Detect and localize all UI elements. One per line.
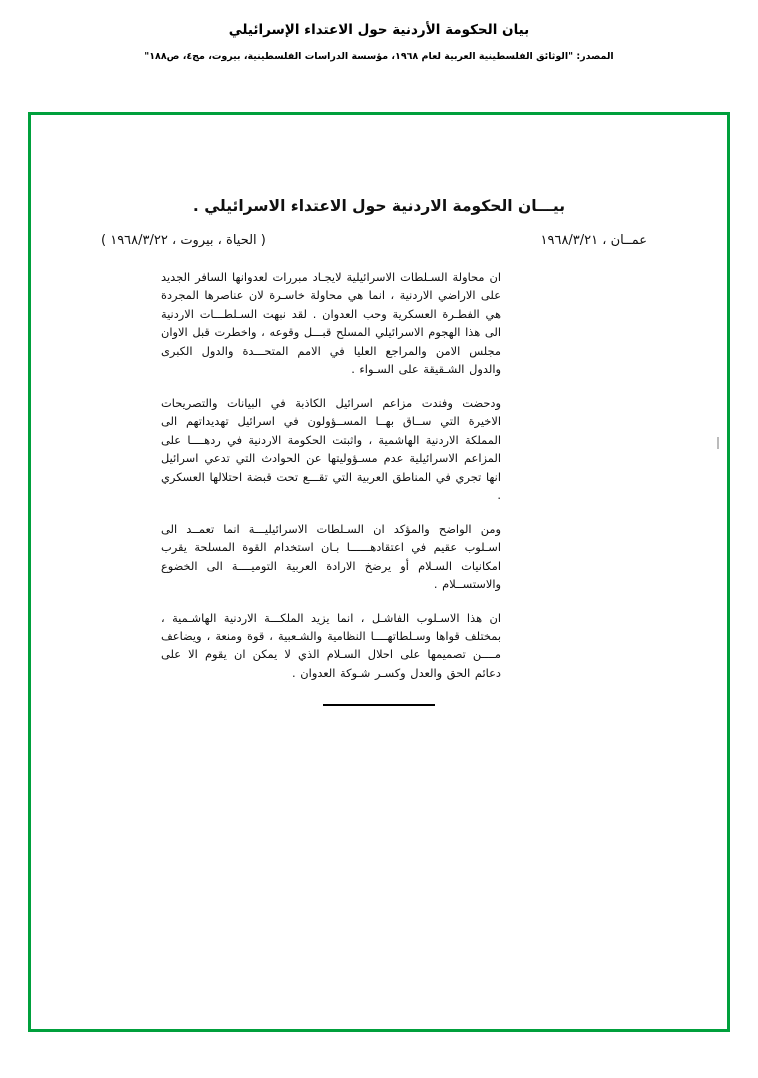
paragraph: ودحضت وفندت مزاعم اسرائيل الكاذبة في البيانات والتصريحات الاخيرة التي ســاق بهــا المســؤولون في اسرائيل تهديداتهم الى المملكة الاردنية الهاشمية ، واثبتت الحكومة الاردنية في ردهــــا على المزاعم الاسرائيلية عدم مسـؤوليتها عن الحوادث التي تدعي اسرائيل انها تجري في المناطق العربية التي تقـــع تحت قبضة احتلالها العسكري . (161, 395, 501, 503)
paragraph: ومن الواضح والمؤكد ان السـلطات الاسرائيليـــة انما تعمــد الى اسـلوب عقيم في اعتقادهــــــا بـان استخدام القوة المسلحة يقرب امكانيات السـلام أو يرضخ الارادة العربية التوميــــة الى الخضوع والاستســلام . (161, 521, 501, 592)
dateline (89, 233, 669, 248)
scanned-page-frame (28, 112, 730, 1032)
document-body (161, 268, 501, 682)
paragraph: ان هذا الاسـلوب الفاشـل ، انما يزيد الملكـــة الاردنية الهاشـمية ، بمختلف قواها وسـلطاتهــــا النظامية والشـعبية ، قوة ومنعة ، ويضاعف مــــن تصميمها على احلال السـلام الذي لا يمكن ان يقوم الا على دعائم الحق والعدل وكسـر شـوكة العدوان . (161, 610, 501, 680)
page-title: بيان الحكومة الأردنية حول الاعتداء الإسرائيلي (228, 22, 530, 38)
scanned-page-content (31, 115, 727, 1029)
publication-reference: ( الحياة ، بيروت ، ١٩٦٨/٣/٢٢ ) (101, 233, 266, 248)
document-header (0, 0, 758, 63)
scan-title: بيـــان الحكومة الاردنية حول الاعتداء الاسرائيلي . (192, 197, 566, 215)
source-citation: المصدر: "الوثائق الفلسطينية العربية لعام ١٩٦٨، مؤسسة الدراسات الفلسطينية، بيروت، مج٤، ص١٨٨" (144, 50, 614, 62)
place-and-date: عمــان ، ١٩٦٨/٣/٢١ (540, 233, 647, 248)
end-of-text-rule (323, 704, 435, 706)
paragraph: ان محاولة السـلطات الاسرائيلية لايجـاد مبررات لعدوانها السافر الجديد على الاراضي الاردنية ، انما هي محاولة خاسـرة لان عناصرها المجردة هي الفطـرة العسكرية وحب العدوان . لقد نبهت السـلطـــات الاردنية الى هذا الهجوم الاسرائيلي المسلح قبـــل وقوعه ، واخطرت قبل الاوان مجلس الامن والمراجع العليا في الامم المتحـــدة والدول الكبرى والدول الشـقيقة على السـواء . (161, 270, 501, 377)
